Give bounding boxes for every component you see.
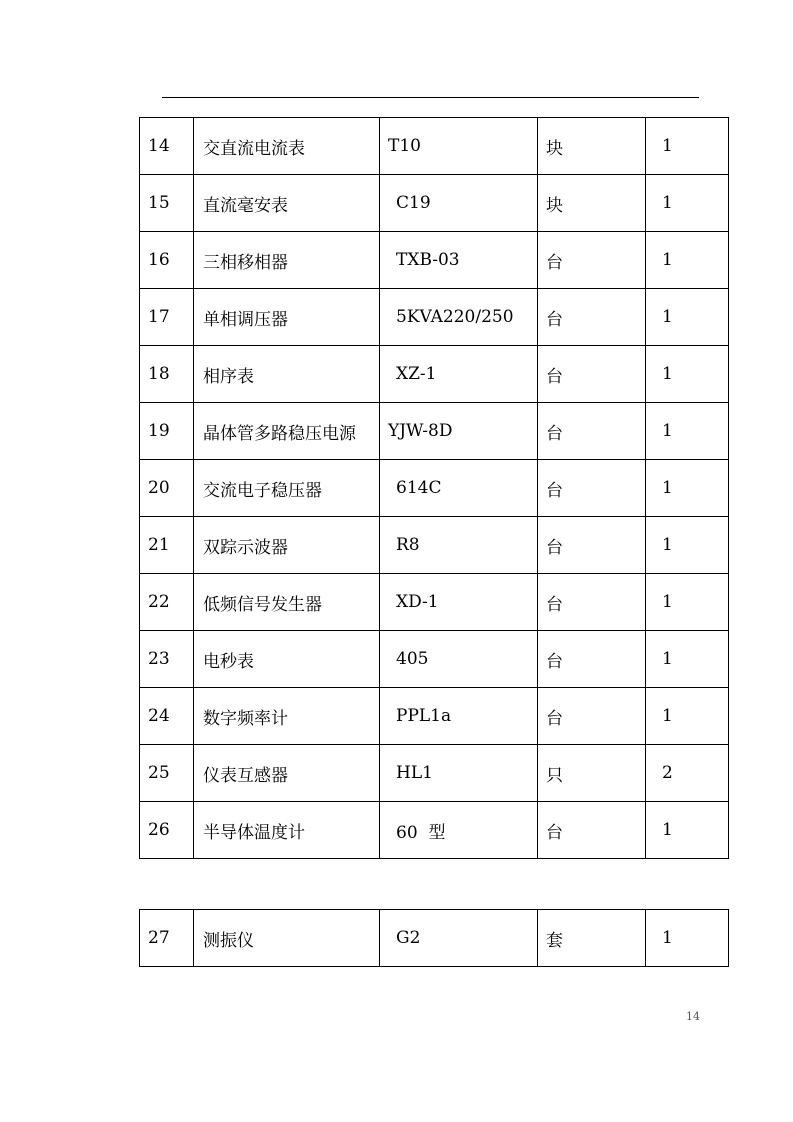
item-model: R8 bbox=[380, 517, 538, 574]
table-row bbox=[140, 289, 729, 346]
item-number: 23 bbox=[140, 631, 194, 688]
item-name: 电秒表 bbox=[194, 631, 380, 688]
item-model: TXB-03 bbox=[380, 232, 538, 289]
table-row bbox=[140, 745, 729, 802]
item-quantity: 1 bbox=[646, 460, 729, 517]
item-model: 60 型 bbox=[380, 802, 538, 859]
item-name: 单相调压器 bbox=[194, 289, 380, 346]
item-number: 21 bbox=[140, 517, 194, 574]
item-unit: 台 bbox=[538, 517, 646, 574]
item-number: 24 bbox=[140, 688, 194, 745]
table-row bbox=[140, 403, 729, 460]
item-model: T10 bbox=[380, 118, 538, 175]
item-quantity: 1 bbox=[646, 574, 729, 631]
table-row bbox=[140, 517, 729, 574]
header-rule bbox=[162, 97, 699, 98]
item-unit: 台 bbox=[538, 574, 646, 631]
item-number: 15 bbox=[140, 175, 194, 232]
item-unit: 只 bbox=[538, 745, 646, 802]
item-unit: 块 bbox=[538, 118, 646, 175]
table-row bbox=[140, 910, 729, 967]
item-unit: 块 bbox=[538, 175, 646, 232]
item-unit: 台 bbox=[538, 460, 646, 517]
table-row bbox=[140, 346, 729, 403]
item-name: 半导体温度计 bbox=[194, 802, 380, 859]
item-number: 22 bbox=[140, 574, 194, 631]
item-number: 17 bbox=[140, 289, 194, 346]
item-name: 双踪示波器 bbox=[194, 517, 380, 574]
item-quantity: 1 bbox=[646, 118, 729, 175]
item-unit: 台 bbox=[538, 289, 646, 346]
item-number: 18 bbox=[140, 346, 194, 403]
item-quantity: 1 bbox=[646, 517, 729, 574]
item-model: HL1 bbox=[380, 745, 538, 802]
item-unit: 台 bbox=[538, 631, 646, 688]
item-unit: 台 bbox=[538, 232, 646, 289]
item-name: 三相移相器 bbox=[194, 232, 380, 289]
item-number: 14 bbox=[140, 118, 194, 175]
table-row bbox=[140, 118, 729, 175]
item-number: 27 bbox=[140, 910, 194, 967]
item-quantity: 1 bbox=[646, 175, 729, 232]
item-quantity: 1 bbox=[646, 802, 729, 859]
item-name: 相序表 bbox=[194, 346, 380, 403]
item-quantity: 1 bbox=[646, 403, 729, 460]
item-unit: 台 bbox=[538, 688, 646, 745]
item-model: 614C bbox=[380, 460, 538, 517]
item-quantity: 2 bbox=[646, 745, 729, 802]
item-name: 测振仪 bbox=[194, 910, 380, 967]
item-number: 16 bbox=[140, 232, 194, 289]
equipment-table bbox=[139, 117, 729, 859]
item-model: C19 bbox=[380, 175, 538, 232]
table-row bbox=[140, 802, 729, 859]
item-number: 20 bbox=[140, 460, 194, 517]
item-number: 26 bbox=[140, 802, 194, 859]
item-model: G2 bbox=[380, 910, 538, 967]
item-number: 19 bbox=[140, 403, 194, 460]
item-name: 交直流电流表 bbox=[194, 118, 380, 175]
table-row bbox=[140, 460, 729, 517]
item-name: 数字频率计 bbox=[194, 688, 380, 745]
item-quantity: 1 bbox=[646, 688, 729, 745]
table-row bbox=[140, 631, 729, 688]
item-unit: 套 bbox=[538, 910, 646, 967]
item-model: XZ-1 bbox=[380, 346, 538, 403]
item-name: 仪表互感器 bbox=[194, 745, 380, 802]
item-quantity: 1 bbox=[646, 346, 729, 403]
item-name: 低频信号发生器 bbox=[194, 574, 380, 631]
item-model: 5KVA220/250 bbox=[380, 289, 538, 346]
item-unit: 台 bbox=[538, 802, 646, 859]
item-quantity: 1 bbox=[646, 910, 729, 967]
item-name: 晶体管多路稳压电源 bbox=[194, 403, 380, 460]
item-quantity: 1 bbox=[646, 289, 729, 346]
item-number: 25 bbox=[140, 745, 194, 802]
item-model: YJW-8D bbox=[380, 403, 538, 460]
item-quantity: 1 bbox=[646, 631, 729, 688]
item-model: PPL1a bbox=[380, 688, 538, 745]
page-number: 14 bbox=[686, 1010, 700, 1023]
table-row bbox=[140, 175, 729, 232]
table-row bbox=[140, 574, 729, 631]
item-unit: 台 bbox=[538, 403, 646, 460]
table-row bbox=[140, 232, 729, 289]
item-name: 交流电子稳压器 bbox=[194, 460, 380, 517]
table-row bbox=[140, 688, 729, 745]
item-name: 直流毫安表 bbox=[194, 175, 380, 232]
item-quantity: 1 bbox=[646, 232, 729, 289]
item-model: XD-1 bbox=[380, 574, 538, 631]
item-model: 405 bbox=[380, 631, 538, 688]
item-unit: 台 bbox=[538, 346, 646, 403]
equipment-table-continued bbox=[139, 909, 729, 967]
